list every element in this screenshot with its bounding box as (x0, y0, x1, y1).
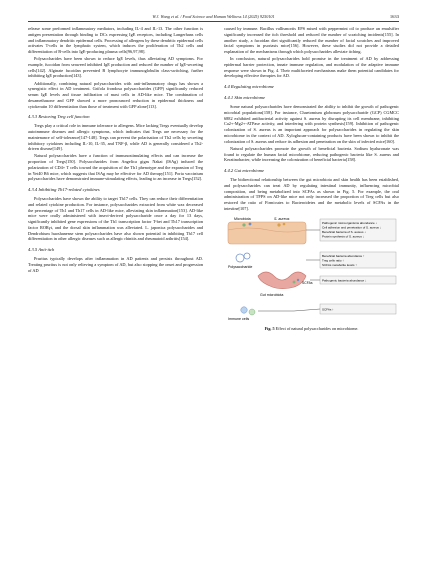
page-number: 1633 (389, 14, 399, 19)
paragraph: Polysaccharides have shown the ability to target Th17 cells. They can reduce their differentiation and related cytokine production. For instance, polysaccharides extracted from white wax decreased the percentage of Th1 and Th17 cells in AD-like mice, alleviating skin inflammation[153]. AD-like mice were orally administered with insect-derived polysaccharide once a day for 13 days, significantly inhibited gene expressions of the Th1 transcription factor T-bet and Th17 transcription factor RORγt, and the dorsal skin inflammation was alleviated. L. japonica polysaccharides and Dendrobium huoshanense stem polysaccharides have also shown potential in inhibiting Th17 cell differentiation in other allergic diseases such as allergic rhinitis and rheumatoid arthritis[154]. (28, 196, 203, 242)
microbe-icon (293, 280, 296, 283)
polysaccharide-icon (244, 253, 250, 259)
microbe-icon (277, 223, 280, 226)
section-heading: 4.4 Regulating microbiome (224, 84, 274, 90)
paragraph: Some natural polysaccharides have demonstrated the ability to inhibit the growth of pathogenic microbial populations[158]. For instance, Chaetomium globosum polysaccharide (GCP) CGMCC 6882 exhibited antibacterial activity against S. aureus by disrupting its cell membrane, inhibiting Ca2+-Mg2+-ATPase activity, and interfering with protein synthesis[159]. Inhibition of pathogenic colonization of S. aureus is an important approach for polysaccharides in regulating the skin microbiome in the context of AD. Xyloglucan-containing products have been shown to inhibit the colonization of S. aureus and reduce its adhesion and penetration on the skin of infected mice[160]. (224, 104, 399, 144)
label-gut: Gut microbiota (260, 292, 284, 297)
box1-line: Pathogenic microorganisms abundance ↓ (322, 220, 378, 225)
label-s-aureus: S. aureus (274, 216, 290, 221)
box1-line: Cell adhesion and penetration of S. aureus ↓ (322, 225, 382, 230)
paragraph: Natural polysaccharides have a function of immunostimulating effects and can increase the proportion of Tregs[150]. Polysaccharides from Angelica gigas Nakai (ISAg) induced the polarization of CD4+ T cells toward the acquisition of the Th1 phenotype and the expansion of Treg in Yet40 B6 mice, which suggests that ISAg may be effective for AD therapy[151]. Poria vaccinium polysaccharides have demonstrated immune-stimulating effects, leading to an increase in Tregs[152]. (28, 153, 203, 182)
box1-line: Protein synthesis of S. aureus ↓ (322, 234, 365, 239)
section-heading: 4.3.5 Anti-itch (28, 247, 55, 253)
paragraph: caused by immune. Bacillus vallismortis EPS mixed with peppermint oil to produce an emulsifier significantly increased the itch threshold and reduced the number of scratching incidents[155]. In another study, a fucoidan diet significantly reduced the number of facial scratches and improved facial symptoms in psoriasis mice[156]. However, these studies did not provide a detailed explanation of the mechanisms through which polysaccharides alleviate itching. (224, 26, 399, 54)
label-microbiota: Microbiota (234, 216, 251, 221)
caption-label: Fig. 5 (264, 325, 275, 331)
figure-caption (224, 326, 399, 331)
box2-line: SCFAs metabolite levels ↑ (322, 262, 357, 267)
box1-line: Beneficial bacteria of S. aureus ↓ (322, 229, 366, 234)
microbiome-diagram (224, 216, 399, 324)
paragraph: Natural polysaccharides promote the growth of beneficial bacteria. Sodium hyaluronate was found to regulate the human facial microbiome, reducing pathogenic bacteria like S. aureus and Keratinobacter, while increasing the colonization of beneficial bacteria[158]. (224, 145, 399, 163)
paragraph: Additionally, combining natural polysaccharides with anti-inflammatory drugs has shown a synergistic effect in AD treatment. Grifola frondosa polysaccharides (GFP) significantly reduced serum IgE levels and tissue infiltration of mast cells in AD-like mice. The combination of dexamethasone and GFP showed a more pronounced reduction in epidermal thickness and cytokeratin 10 differentiation than those of treatment with GFP alone[113]. (28, 80, 203, 109)
paragraph: Polysaccharides have been shown to reduce IgE levels, thus alleviating AD symptoms. For example, fucoidan from seaweed inhibited IgE production and reduced the number of IgE-secreting cells[142]. Alginate fucoidan prevented B lymphocyte immunoglobulin class-switching, further inhibiting IgE production[143]. (28, 56, 203, 79)
header-rule (28, 21, 399, 22)
paragraph: In conclusion, natural polysaccharides hold promise in the treatment of AD by addressing epidermal barrier protection, innate immune regulation, and modulation of the adaptive immune response were shown in Fig. 4. Their multifaceted mechanisms make them potential candidates for developing effective therapies for AD. (224, 56, 399, 79)
journal-citation: W.J. Wang et al. / Food Science and Human Wellness 14 (2025) 9250101 (152, 14, 275, 19)
immune-cell-icon (249, 309, 255, 315)
skin-layer-shape (228, 222, 306, 244)
figure-5 (224, 216, 399, 331)
paragraph: The bidirectional relationship between the gut microbiota and skin health has been established, and polysaccharides can treat AD by regulating intestinal immunity, influencing microbial composition, and being metabolized into SCFAs as shown in Fig. 5. For example, the oral administration of TFPS on AD-like mice not only increased the proportion of Treg cells but also restored the ratio of Firmicutes to Bacteroidetes and the metabolic levels of SCFAs in the intestine[107]. (224, 177, 399, 211)
microbe-icon (242, 223, 245, 226)
polysaccharide-icon (236, 254, 244, 262)
box4-line: SCFAs ↑ (322, 307, 334, 312)
arrow-line (294, 309, 320, 311)
microbe-icon (249, 222, 252, 225)
subsection-heading: 4.4.1 Skin microbiome (224, 95, 266, 101)
right-column (224, 26, 399, 331)
label-scfas: SCFAs (302, 280, 313, 285)
label-polysaccharide: Polysaccharide (228, 264, 253, 269)
section-heading: 4.3.3 Restoring Treg cell function (28, 114, 90, 120)
label-immune: Immune cells (228, 316, 250, 321)
box2-line: Treg cells ratio ↑ (322, 258, 344, 263)
microbe-icon (297, 278, 299, 280)
paragraph: release some preformed inflammatory mediators, including IL-4 and IL-13. The other function is antigen presentation through binding to DCs expressing IgE receptors, including Langerhans cells and inflammatory dendritic epidermal cells. Processing of allergens by these dendritic epidermal cells activates T-cells in the lymphatic system, which induces the proliferation of Th2 cells and differentiation of B-cells into IgE-producing plasma cells[96,97,98]. (28, 26, 203, 54)
running-header (0, 14, 427, 24)
paragraph: Tregs play a critical role in immune tolerance to allergens. Mice lacking Tregs eventually develop autoimmune diseases and allergic symptoms, which indicates that Tregs are necessary for the maintenance of self-tolerance[147-148]. Tregs can prevent the polarisation of Th2 cells by secreting inhibitory cytokines including IL-10, IL-35, and TNF-β, while AD is generally considered a Th2-driven disease[149]. (28, 123, 203, 152)
left-column (28, 26, 203, 275)
caption-text: Effect of natural polysaccharides on microbiome. (275, 325, 359, 331)
section-heading: 4.3.4 Inhibiting Th17-related cytokines (28, 187, 100, 193)
immune-cell-icon (241, 306, 247, 312)
subsection-heading: 4.4.2 Gut microbiome (224, 168, 265, 174)
box3-line: Pathogenic bacteria abundance ↓ (322, 278, 367, 283)
paragraph: Pruritus typically develops after inflammation in AD patients and persists throughout AD. Treating pruritus is not only relieving a symptom of AD, but also stopping the onset and progression of AD (28, 256, 203, 273)
microbe-icon (283, 222, 286, 225)
box2-line: Beneficial bacteria abundance ↑ (322, 253, 365, 258)
